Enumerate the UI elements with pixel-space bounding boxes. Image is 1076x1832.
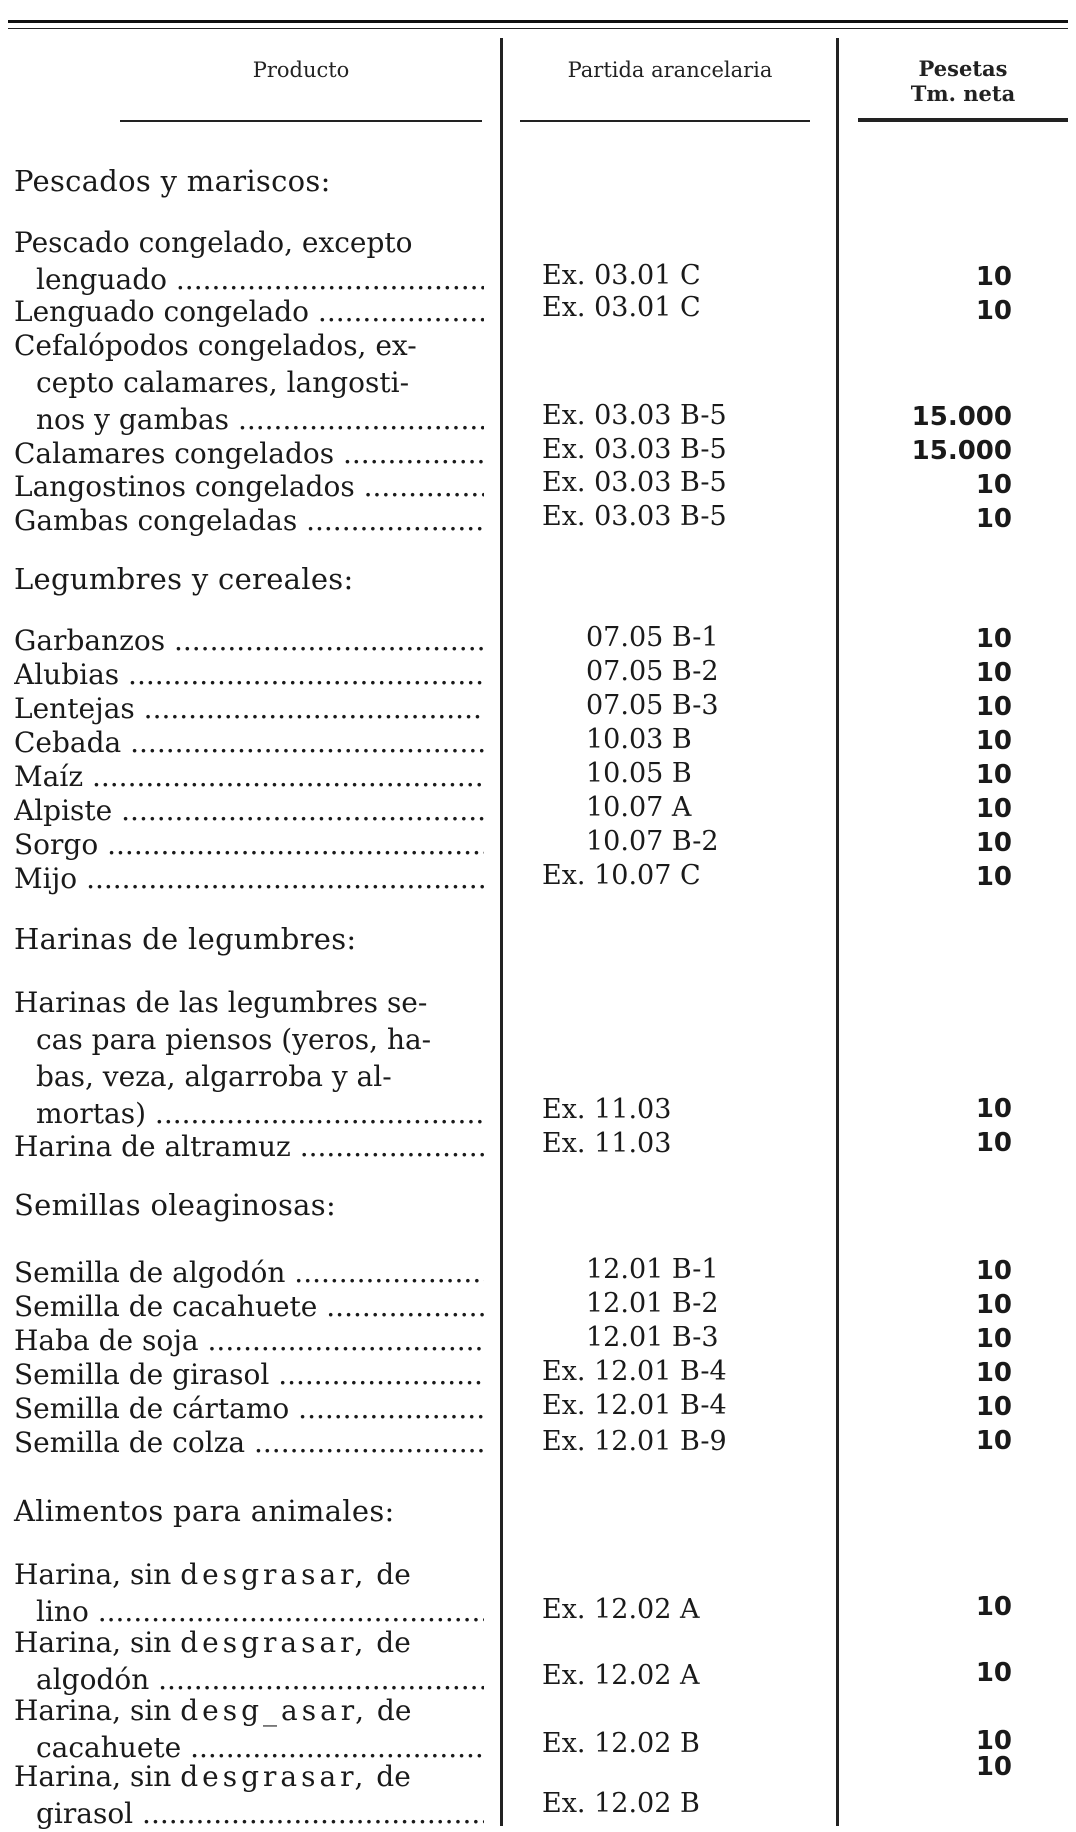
row-product-line: Calamares congelados ..... <box>14 435 484 472</box>
row-value: 10 <box>975 1094 1012 1124</box>
header-rule-pesetas <box>858 118 1068 122</box>
row-product-line-part: de <box>376 1626 411 1659</box>
row-value: 10 <box>975 1128 1012 1158</box>
row-product-line: Maíz ..... <box>14 758 484 795</box>
row-value: 10 <box>975 1426 1012 1456</box>
section-semillas: Semillas oleaginosas: <box>14 1188 337 1222</box>
row-value: 10 <box>975 760 1012 790</box>
row-code: Ex. 12.01 B-9 <box>542 1426 727 1457</box>
row-code: 12.01 B-2 <box>586 1288 719 1319</box>
row-code: 10.03 B <box>586 724 692 755</box>
row-product <box>14 1356 484 1393</box>
row-product <box>14 1288 484 1325</box>
row-product-line: algodón ..... <box>14 1661 484 1698</box>
row-product-line: Haba de soja ..... <box>14 1322 484 1359</box>
row-value: 10 <box>975 1592 1012 1622</box>
row-product <box>14 435 484 472</box>
row-product-line <box>14 1624 484 1661</box>
row-product-line: cepto calamares, langosti- <box>36 366 410 399</box>
row-code: Ex. 03.03 B-5 <box>542 501 727 532</box>
row-product-line-part: desgrasar, <box>180 1760 368 1793</box>
section-legumbres: Legumbres y cereales: <box>14 562 354 596</box>
row-product-line: Sorgo ..... <box>14 826 484 863</box>
row-product-line: Cefalópodos congelados, ex- <box>14 329 417 362</box>
row-code: 12.01 B-3 <box>586 1322 719 1353</box>
row-value: 10 <box>975 658 1012 688</box>
row-code: Ex. 03.03 B-5 <box>542 467 727 498</box>
row-product-line-part: Harina, sin <box>14 1558 172 1591</box>
row-product-line: lino ..... <box>14 1593 484 1630</box>
row-value: 10 <box>975 1290 1012 1320</box>
row-product-line: Semilla de girasol ..... <box>14 1356 484 1393</box>
row-value: 10 <box>975 726 1012 756</box>
row-value: 10 <box>975 1256 1012 1286</box>
row-product-line <box>14 1692 484 1729</box>
section-harinas: Harinas de legumbres: <box>14 922 357 956</box>
row-product <box>14 1424 484 1461</box>
row-product-line: Alubias ..... <box>14 656 484 693</box>
row-product <box>14 327 484 438</box>
row-product <box>14 1758 484 1832</box>
header-rule-producto <box>120 120 482 122</box>
row-value: 10 <box>975 1658 1012 1688</box>
header-pesetas-line1: Pesetas <box>918 56 1008 81</box>
section-pescados: Pescados y mariscos: <box>14 164 331 198</box>
row-product <box>14 656 484 693</box>
row-code: 12.01 B-1 <box>586 1254 719 1285</box>
row-code: Ex. 12.02 B <box>542 1728 700 1759</box>
row-product-line: Semilla de algodón ..... <box>14 1254 484 1291</box>
row-value: 10 <box>975 1324 1012 1354</box>
row-code: 07.05 B-3 <box>586 690 719 721</box>
row-product <box>14 468 484 505</box>
row-product-line: Mijo ..... <box>14 860 484 897</box>
row-product <box>14 1254 484 1291</box>
row-product-line-part: desg_asar, <box>180 1694 369 1727</box>
header-pesetas-line2: Tm. neta <box>910 81 1016 106</box>
row-product-line: nos y gambas ..... <box>14 401 484 438</box>
row-product-line: Lenguado congelado ..... <box>14 293 484 330</box>
row-product-line: Alpiste ..... <box>14 792 484 829</box>
row-product-line-part: desgrasar, <box>180 1626 368 1659</box>
row-value: 10 <box>975 624 1012 654</box>
row-value: 10 <box>975 262 1012 292</box>
row-product-line: Harina de altramuz ..... <box>14 1128 484 1165</box>
row-product <box>14 224 484 298</box>
row-product-line: Semilla de cacahuete ..... <box>14 1288 484 1325</box>
row-product <box>14 984 484 1132</box>
row-product-line <box>14 1758 484 1795</box>
row-code: Ex. 03.03 B-5 <box>542 434 727 465</box>
row-value: 10 <box>975 692 1012 722</box>
row-product-line: Semilla de colza ..... <box>14 1424 484 1461</box>
row-product-line: Lentejas ..... <box>14 690 484 727</box>
row-product-line-part: de <box>376 1760 411 1793</box>
header-rule-partida <box>520 120 810 122</box>
row-product <box>14 1390 484 1427</box>
row-product <box>14 622 484 659</box>
row-code: 10.07 A <box>586 792 692 823</box>
row-value: 10 <box>975 1726 1012 1756</box>
row-product <box>14 758 484 795</box>
row-code: Ex. 12.01 B-4 <box>542 1356 727 1387</box>
row-value: 10 <box>975 1752 1012 1782</box>
row-product-line-part: de <box>376 1694 412 1727</box>
row-product <box>14 792 484 829</box>
row-code: 07.05 B-2 <box>586 656 719 687</box>
row-value: 15.000 <box>911 436 1012 466</box>
row-product <box>14 1624 484 1698</box>
row-value: 10 <box>975 828 1012 858</box>
row-value: 10 <box>975 470 1012 500</box>
column-divider-1 <box>500 38 503 1826</box>
row-product-line: cacahuete ..... <box>14 1729 484 1766</box>
header-partida: Partida arancelaria <box>567 58 773 82</box>
row-product-line: Harinas de las legumbres se- <box>14 986 428 1019</box>
row-product-line: bas, veza, algarroba y al- <box>36 1060 392 1093</box>
row-product-line: mortas) ..... <box>14 1095 484 1132</box>
row-product-line: Garbanzos ..... <box>14 622 484 659</box>
top-rule-thin <box>8 28 1068 29</box>
row-code: Ex. 12.02 A <box>542 1594 700 1625</box>
row-code: 07.05 B-1 <box>586 622 719 653</box>
row-value: 10 <box>975 296 1012 326</box>
row-value: 10 <box>975 1392 1012 1422</box>
row-product-line-part: Harina, sin <box>14 1626 172 1659</box>
row-product-line-part: de <box>376 1558 411 1591</box>
row-product <box>14 1128 484 1165</box>
row-product <box>14 1692 484 1766</box>
row-product <box>14 860 484 897</box>
header-pesetas <box>858 56 1068 106</box>
header-producto: Producto <box>252 58 350 82</box>
row-code: Ex. 11.03 <box>542 1094 672 1125</box>
row-product-line: Langostinos congelados ..... <box>14 468 484 505</box>
row-code: Ex. 03.03 B-5 <box>542 400 727 431</box>
row-product <box>14 724 484 761</box>
row-value: 10 <box>975 504 1012 534</box>
row-product <box>14 1556 484 1630</box>
row-code: Ex. 10.07 C <box>542 860 701 891</box>
row-product-line: Gambas congeladas ..... <box>14 502 484 539</box>
row-code: 10.05 B <box>586 758 692 789</box>
row-product-line <box>14 1556 484 1593</box>
row-product-line-part: Harina, sin <box>14 1760 172 1793</box>
row-code: Ex. 03.01 C <box>542 292 701 323</box>
row-value: 15.000 <box>911 402 1012 432</box>
section-alimentos: Alimentos para animales: <box>14 1494 395 1528</box>
row-product-line-part: desgrasar, <box>180 1558 368 1591</box>
row-product <box>14 293 484 330</box>
row-product <box>14 690 484 727</box>
row-value: 10 <box>975 794 1012 824</box>
top-rule <box>8 20 1068 23</box>
column-divider-2 <box>836 38 839 1826</box>
row-product-line: Cebada ..... <box>14 724 484 761</box>
row-code: Ex. 12.01 B-4 <box>542 1390 727 1421</box>
row-code: 10.07 B-2 <box>586 826 719 857</box>
row-code: Ex. 12.02 B <box>542 1788 700 1819</box>
row-product-line: cas para piensos (yeros, ha- <box>36 1023 432 1056</box>
row-product <box>14 826 484 863</box>
row-code: Ex. 03.01 C <box>542 260 701 291</box>
row-value: 10 <box>975 1358 1012 1388</box>
row-code: Ex. 12.02 A <box>542 1660 700 1691</box>
row-value: 10 <box>975 862 1012 892</box>
row-product <box>14 502 484 539</box>
row-product-line-part: Harina, sin <box>14 1694 172 1727</box>
row-product <box>14 1322 484 1359</box>
row-product-line: Pescado congelado, excepto <box>14 226 413 259</box>
row-product-line: girasol ..... <box>14 1795 484 1832</box>
row-code: Ex. 11.03 <box>542 1128 672 1159</box>
row-product-line: lenguado ..... <box>14 261 484 298</box>
row-product-line: Semilla de cártamo ..... <box>14 1390 484 1427</box>
